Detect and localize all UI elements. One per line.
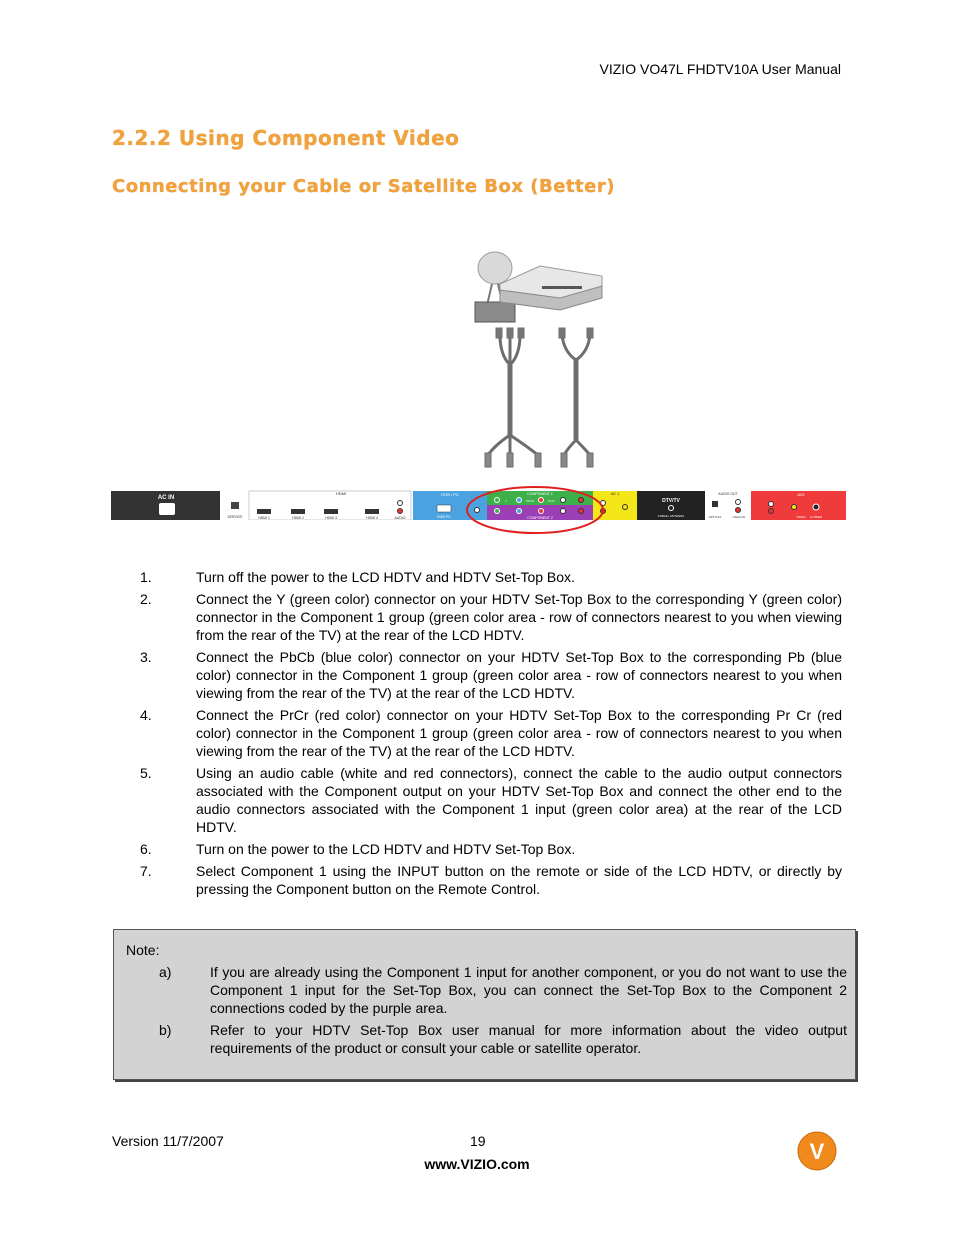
note-item (159, 1021, 847, 1057)
hdmi-3-label: HDMI 3 (325, 516, 337, 520)
logo-letter: V (809, 1139, 825, 1164)
dtv-label: DTV/TV (662, 498, 680, 504)
service-label: SERVICE (227, 515, 243, 519)
hdmi-group-label: HDMI (335, 491, 347, 496)
audio-out-label: AUDIO OUT (718, 492, 738, 496)
step-number: 7. (140, 863, 152, 879)
step-text: Turn off the power to the LCD HDTV and HDTV Set-Top Box. (196, 569, 575, 585)
av1-label: AV 1 (610, 491, 620, 496)
service-port (227, 502, 243, 519)
note-item-text: If you are already using the Component 1 input for another component, or you do not want to use the Component 1 input for the Set-Top Box, you can connect the Set-Top Box to the Component 2 connections coded by the purple area. (210, 964, 847, 1016)
pr-label: Pr/Cr (548, 499, 555, 503)
step-text: Connect the PrCr (red color) connector on your HDTV Set-Top Box to the corresponding Pr Cr (red color) connector in the Component 1 group (green color area - row of connectors nearest to you when viewing from the rear of the TV) at the rear of the LCD HDTV. (196, 707, 842, 759)
step-item (140, 568, 842, 586)
settop-box-icon (500, 266, 602, 310)
hdmi-group (249, 491, 411, 520)
component-cable-icon (485, 328, 541, 467)
section-subheading: Connecting your Cable or Satellite Box (Better) (112, 176, 615, 197)
step-number: 6. (140, 841, 152, 857)
ac-in-label: AC IN (157, 495, 175, 501)
step-text: Connect the Y (green color) connector on your HDTV Set-Top Box to the corresponding Y (green color) connector in the Component 1 group (green color area - row of connectors nearest to you when viewing from the rear of the TV) at the rear of the LCD HDTV. (196, 591, 842, 643)
note-items (159, 963, 847, 1061)
note-box (113, 929, 856, 1080)
svideo-label: S-VIDEO (809, 515, 823, 519)
hdmi-1-label: HDMI 1 (258, 516, 270, 520)
step-item (140, 590, 842, 644)
step-item (140, 840, 842, 858)
step-text: Using an audio cable (white and red connectors), connect the cable to the audio output connectors associated with the Component output on your HDTV Set-Top Box and connect the other end to the audio connectors associated with the Component 1 input (green color area) at the rear of the LCD HDTV. (196, 765, 842, 835)
footer-url: www.VIZIO.com (424, 1156, 530, 1172)
dtv-group (637, 491, 705, 520)
video-label: VIDEO (796, 515, 806, 519)
step-item (140, 706, 842, 760)
note-item (159, 963, 847, 1017)
av2-group (751, 491, 846, 520)
step-text: Turn on the power to the LCD HDTV and HDTV Set-Top Box. (196, 841, 576, 857)
component-1-label: COMPONENT 1 (527, 492, 553, 496)
note-item-text: Refer to your HDTV Set-Top Box user manual for more information about the video output requirements of the product or consult your cable or satellite operator. (210, 1022, 847, 1056)
component-2-label: COMPONENT 2 (527, 516, 553, 520)
step-item (140, 764, 842, 836)
analog-label: ANALOG (732, 515, 746, 519)
step-number: 3. (140, 649, 152, 665)
rgb-group-label: RGB / PC (441, 492, 459, 497)
step-number: 1. (140, 569, 152, 585)
page-number: 19 (470, 1133, 486, 1149)
hdmi-audio-label: AUDIO (394, 516, 406, 520)
optical-label: OPTICAL (708, 515, 722, 519)
step-item (140, 862, 842, 898)
instruction-steps (140, 568, 842, 902)
step-number: 5. (140, 765, 152, 781)
step-number: 2. (140, 591, 152, 607)
step-number: 4. (140, 707, 152, 723)
step-text: Select Component 1 using the INPUT button on the remote or side of the LCD HDTV, or directly by pressing the Component button on the Remote Control. (196, 863, 842, 897)
dtv-sub-label: CABLE / ANTENNA (657, 514, 685, 518)
audio-cable-icon (559, 328, 593, 467)
step-item (140, 648, 842, 702)
hdmi-2-label: HDMI 2 (292, 516, 304, 520)
pb-label: Pb/Cb (526, 499, 535, 503)
ac-in-block (111, 491, 220, 520)
audio-out-group (705, 491, 751, 520)
header-manual-title: VIZIO VO47L FHDTV10A User Manual (599, 61, 841, 77)
vizio-logo-icon (797, 1131, 837, 1171)
rgb-port-label: RGB PC (437, 515, 451, 519)
footer-version: Version 11/7/2007 (112, 1133, 224, 1149)
note-item-label: a) (159, 964, 172, 980)
section-heading: 2.2.2 Using Component Video (112, 126, 460, 150)
note-item-label: b) (159, 1022, 172, 1038)
av2-label: AV2 (797, 492, 805, 497)
settop-box-cable-illustration (470, 240, 610, 480)
hdmi-4-label: HDMI 4 (366, 516, 378, 520)
component-highlight-ellipse (464, 484, 606, 536)
step-text: Connect the PbCb (blue color) connector on your HDTV Set-Top Box to the corresponding Pb (blue color) connector in the Component 1 group (green color area - row of connectors nearest to you when viewing from the rear of the TV) at the rear of the LCD HDTV. (196, 649, 842, 701)
note-title: Note: (126, 942, 160, 958)
y-label: Y (505, 499, 508, 503)
